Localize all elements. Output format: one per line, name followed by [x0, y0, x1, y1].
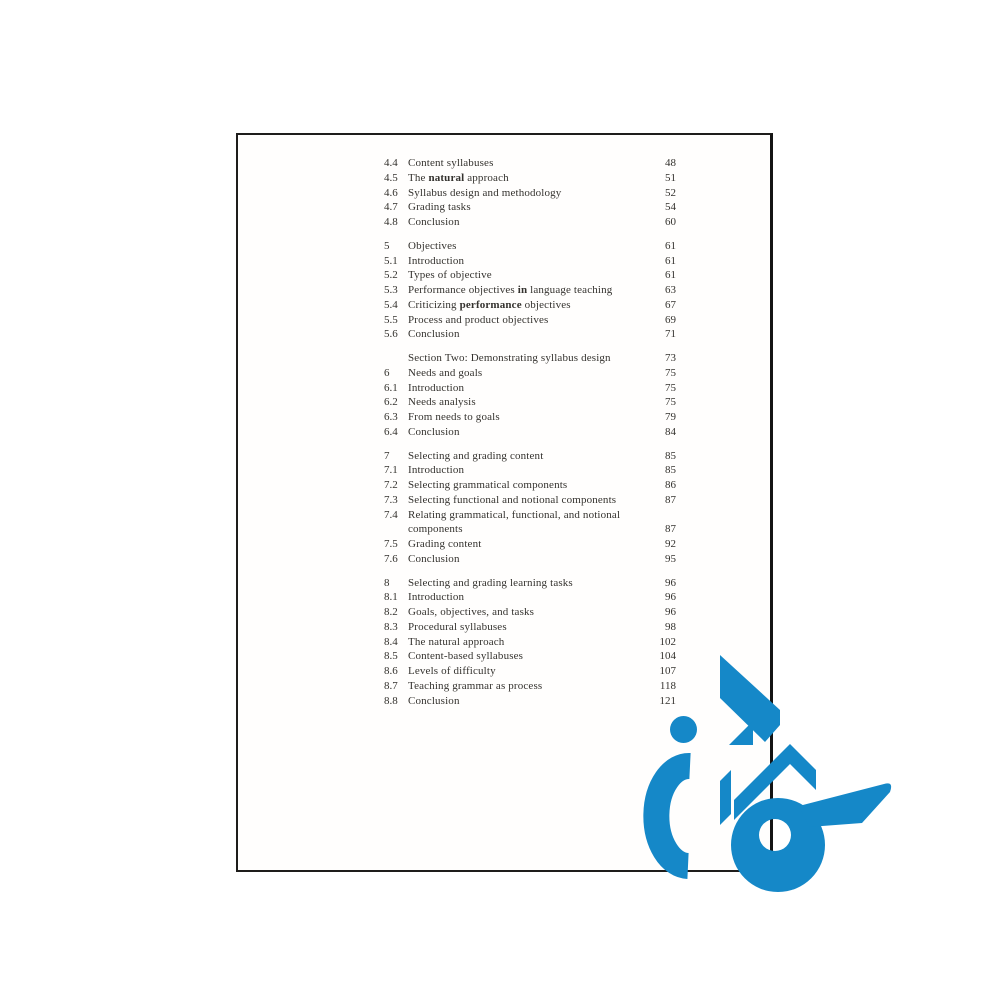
chapter-title: Selecting and grading learning tasks	[408, 576, 573, 589]
toc-row	[384, 463, 676, 478]
page-number: 85	[665, 449, 676, 462]
toc-row	[384, 522, 676, 537]
toc-row	[384, 327, 676, 342]
page-number: 51	[665, 171, 676, 184]
toc-row	[384, 478, 676, 493]
page-number: 85	[665, 464, 676, 477]
toc-row	[384, 605, 676, 620]
logo-crescent-icon	[656, 766, 690, 866]
page-number: 73	[665, 352, 676, 364]
chapter-number: 7.2	[384, 479, 398, 491]
chapter-number: 4.5	[384, 171, 398, 184]
chapter-number: 4.7	[384, 201, 398, 214]
toc-block	[384, 156, 676, 230]
toc-row	[384, 200, 676, 215]
page-number: 54	[665, 201, 676, 214]
chapter-number: 8.2	[384, 606, 398, 618]
chapter-title: Introduction	[408, 591, 465, 604]
chapter-title: Objectives	[408, 239, 457, 252]
page-number: 104	[659, 650, 676, 663]
page-number: 96	[665, 591, 676, 604]
chapter-number: 6.4	[384, 425, 398, 438]
chapter-title: Grading tasks	[408, 201, 471, 214]
toc-row	[384, 239, 676, 254]
toc-block	[384, 449, 676, 567]
page-number: 52	[665, 186, 676, 199]
chapter-title: components	[408, 523, 463, 536]
toc-block	[384, 351, 676, 440]
toc-row	[384, 283, 676, 298]
toc-row	[384, 425, 676, 440]
chapter-title: Conclusion	[408, 694, 460, 707]
chapter-title: Introduction	[408, 381, 465, 394]
chapter-number: 8.6	[384, 665, 398, 677]
toc-row	[384, 381, 676, 396]
toc-row	[384, 313, 676, 328]
page-number: 96	[665, 606, 676, 618]
page-number: 60	[665, 216, 676, 228]
page-number: 102	[659, 635, 676, 648]
toc-row	[384, 156, 676, 171]
toc-row	[384, 590, 676, 605]
chapter-title: Needs analysis	[408, 396, 476, 409]
page-number: 75	[665, 381, 676, 394]
chapter-number: 8.8	[384, 694, 398, 707]
chapter-number: 6.3	[384, 411, 398, 423]
toc-row	[384, 298, 676, 313]
chapter-title: Needs and goals	[408, 366, 483, 379]
chapter-number: 4.6	[384, 186, 398, 199]
chapter-title: Selecting functional and notional components	[408, 493, 617, 506]
page-number: 107	[659, 665, 676, 677]
page-number: 96	[665, 576, 676, 589]
page-number: 63	[665, 284, 676, 296]
chapter-number: 4.4	[384, 157, 398, 169]
toc-row	[384, 215, 676, 230]
chapter-title: Goals, objectives, and tasks	[408, 606, 535, 618]
publisher-watermark-logo	[605, 630, 905, 950]
chapter-number: 7.3	[384, 493, 398, 506]
page-number: 84	[665, 425, 676, 438]
page-number: 86	[665, 479, 676, 491]
chapter-title: From needs to goals	[408, 411, 500, 423]
page-number: 79	[665, 411, 676, 423]
chapter-title: Content syllabuses	[408, 157, 494, 169]
chapter-number: 5.3	[384, 284, 398, 296]
page-number: 48	[665, 157, 676, 169]
chapter-title: Introduction	[408, 464, 465, 477]
chapter-number: 8.4	[384, 635, 398, 648]
chapter-number: 8.5	[384, 650, 398, 663]
chapter-title: Selecting and grading content	[408, 449, 544, 462]
toc-row	[384, 186, 676, 201]
page-number: 121	[659, 694, 676, 707]
toc-row	[384, 351, 676, 366]
toc-block	[384, 239, 676, 342]
chapter-number: 8.3	[384, 620, 398, 633]
page-number: 71	[665, 328, 676, 341]
page-number: 61	[665, 269, 676, 282]
toc-row	[384, 171, 676, 186]
page-number: 92	[665, 538, 676, 550]
chapter-title: Introduction	[408, 254, 465, 267]
page-number: 95	[665, 552, 676, 565]
chapter-number: 6	[384, 366, 390, 379]
chapter-number: 8	[384, 576, 390, 589]
toc-row	[384, 493, 676, 508]
toc-row	[384, 268, 676, 283]
chapter-title: Performance objectives in language teaching	[408, 284, 613, 296]
chapter-title: Levels of difficulty	[408, 665, 496, 677]
toc-row	[384, 449, 676, 464]
chapter-title: Types of objective	[408, 269, 492, 282]
logo-stub-icon	[720, 770, 731, 825]
chapter-title: The natural approach	[408, 635, 505, 648]
toc-row	[384, 366, 676, 381]
page-number: 61	[665, 239, 676, 252]
logo-zigzag-fall-icon	[790, 744, 816, 790]
page-number: 118	[659, 679, 676, 692]
toc-row	[384, 576, 676, 591]
chapter-title: Syllabus design and methodology	[408, 186, 562, 199]
chapter-number: 5.6	[384, 328, 398, 341]
chapter-number: 7.1	[384, 464, 398, 477]
chapter-title: Conclusion	[408, 425, 460, 438]
chapter-number: 7.5	[384, 538, 398, 550]
toc-row	[384, 410, 676, 425]
chapter-number: 5.5	[384, 313, 398, 326]
chapter-number: 5.1	[384, 254, 398, 267]
page-number: 67	[665, 298, 676, 311]
chapter-title: Selecting grammatical components	[408, 479, 568, 491]
chapter-title: Teaching grammar as process	[408, 679, 543, 692]
toc-row	[384, 537, 676, 552]
chapter-title: The natural approach	[408, 171, 509, 184]
chapter-number: 7.6	[384, 552, 398, 565]
logo-beak-icon	[729, 721, 753, 745]
chapter-number: 8.7	[384, 679, 398, 692]
page-number: 69	[665, 313, 676, 326]
page-number: 75	[665, 396, 676, 409]
chapter-title: Procedural syllabuses	[408, 620, 507, 633]
chapter-title: Conclusion	[408, 328, 460, 341]
chapter-number: 5	[384, 239, 390, 252]
logo-dot-icon	[670, 716, 697, 743]
chapter-title: Conclusion	[408, 216, 460, 228]
page-number: 75	[665, 366, 676, 379]
chapter-number: 7.4	[384, 508, 398, 521]
chapter-number: 4.8	[384, 216, 398, 228]
toc-row	[384, 552, 676, 567]
page-number: 87	[665, 493, 676, 506]
toc-row	[384, 508, 676, 523]
chapter-title: Section Two: Demonstrating syllabus design	[408, 352, 611, 364]
chapter-title: Conclusion	[408, 552, 460, 565]
chapter-number: 6.2	[384, 396, 398, 409]
chapter-title: Relating grammatical, functional, and notional	[408, 508, 621, 521]
chapter-title: Grading content	[408, 538, 482, 550]
toc-row	[384, 395, 676, 410]
chapter-number: 5.4	[384, 298, 398, 311]
chapter-number: 6.1	[384, 381, 398, 394]
chapter-title: Process and product objectives	[408, 313, 549, 326]
page-number: 61	[665, 254, 676, 267]
chapter-number: 7	[384, 449, 390, 462]
logo-wing-icon	[799, 783, 891, 827]
chapter-title: Criticizing performance objectives	[408, 298, 571, 311]
page-number: 98	[665, 620, 676, 633]
toc-row	[384, 254, 676, 269]
chapter-number: 5.2	[384, 269, 398, 282]
chapter-title: Content-based syllabuses	[408, 650, 524, 663]
page-number: 87	[665, 523, 676, 536]
chapter-number: 8.1	[384, 591, 398, 604]
